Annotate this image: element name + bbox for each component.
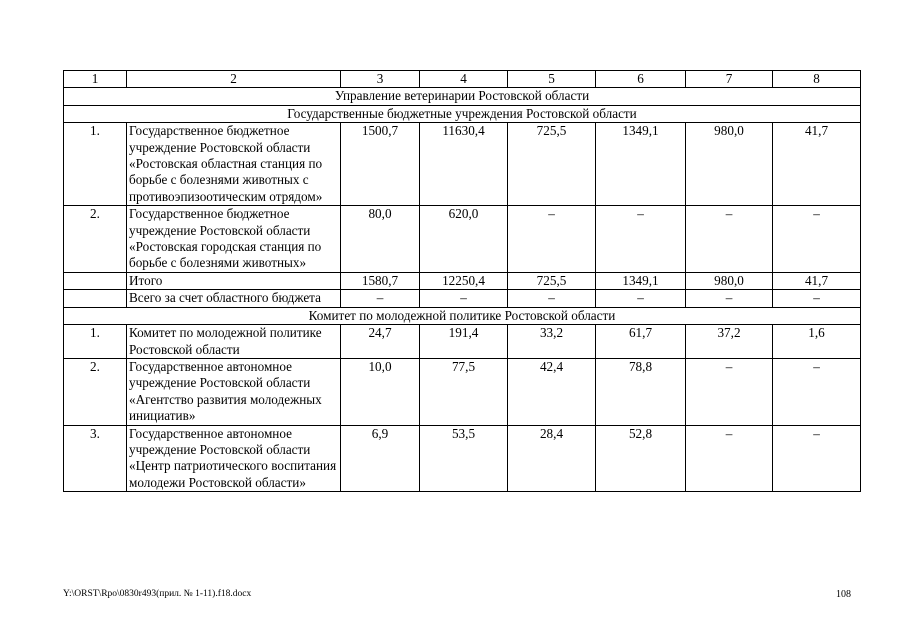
total-row	[64, 272, 861, 289]
regional-budget-label: Всего за счет областного бюджета	[127, 290, 341, 307]
value-cell: –	[773, 206, 861, 273]
regional-budget-row	[64, 290, 861, 307]
table-row	[64, 425, 861, 492]
value-cell: –	[773, 358, 861, 425]
institution-name: Государственное бюджетное учреждение Ростовской области «Ростовская областная станция по борьбе с болезнями животных с противоэпизоотическим отрядом»	[127, 123, 341, 206]
value-cell: 78,8	[596, 358, 686, 425]
institution-name: Государственное бюджетное учреждение Ростовской области «Ростовская городская станция по борьбе с болезнями животных»	[127, 206, 341, 273]
row-number: 1.	[64, 123, 127, 206]
total-label: Итого	[127, 272, 341, 289]
column-number: 6	[596, 71, 686, 88]
value-cell: 6,9	[341, 425, 420, 492]
footer-file-path: Y:\ORST\Rpo\0830r493(прил. № 1-11).f18.docx	[63, 589, 252, 599]
value-cell: 52,8	[596, 425, 686, 492]
institution-name: Комитет по молодежной политике Ростовской области	[127, 325, 341, 359]
table-row	[64, 325, 861, 359]
value-cell: –	[596, 290, 686, 307]
value-cell: –	[508, 206, 596, 273]
column-number: 4	[420, 71, 508, 88]
value-cell: 725,5	[508, 123, 596, 206]
value-cell: 41,7	[773, 123, 861, 206]
department-title: Комитет по молодежной политике Ростовской области	[64, 307, 861, 324]
value-cell: 28,4	[508, 425, 596, 492]
column-number: 7	[686, 71, 773, 88]
column-number: 2	[127, 71, 341, 88]
value-cell: 1580,7	[341, 272, 420, 289]
value-cell: 1349,1	[596, 272, 686, 289]
department-title: Управление ветеринарии Ростовской области	[64, 88, 861, 105]
value-cell: –	[686, 425, 773, 492]
footer-page-number: 108	[836, 589, 851, 600]
row-number: 2.	[64, 206, 127, 273]
value-cell: 980,0	[686, 123, 773, 206]
row-number: 1.	[64, 325, 127, 359]
value-cell: 42,4	[508, 358, 596, 425]
value-cell: –	[773, 425, 861, 492]
value-cell: –	[686, 358, 773, 425]
value-cell: –	[508, 290, 596, 307]
value-cell: 12250,4	[420, 272, 508, 289]
section-header-row	[64, 307, 861, 324]
value-cell: 33,2	[508, 325, 596, 359]
value-cell: 980,0	[686, 272, 773, 289]
column-number: 5	[508, 71, 596, 88]
section-header-row	[64, 88, 861, 105]
value-cell: 620,0	[420, 206, 508, 273]
value-cell: 191,4	[420, 325, 508, 359]
column-number: 1	[64, 71, 127, 88]
value-cell: 725,5	[508, 272, 596, 289]
table-row	[64, 123, 861, 206]
value-cell: 77,5	[420, 358, 508, 425]
value-cell: 80,0	[341, 206, 420, 273]
column-number: 8	[773, 71, 861, 88]
department-subtitle: Государственные бюджетные учреждения Ростовской области	[64, 105, 861, 122]
value-cell: –	[420, 290, 508, 307]
institution-name: Государственное автономное учреждение Ростовской области «Центр патриотического воспитания молодежи Ростовской области»	[127, 425, 341, 492]
value-cell: 61,7	[596, 325, 686, 359]
value-cell: 10,0	[341, 358, 420, 425]
value-cell: –	[686, 206, 773, 273]
row-number: 2.	[64, 358, 127, 425]
row-number: 3.	[64, 425, 127, 492]
value-cell: 11630,4	[420, 123, 508, 206]
value-cell: 1349,1	[596, 123, 686, 206]
budget-table	[63, 70, 861, 492]
table-row	[64, 358, 861, 425]
column-number: 3	[341, 71, 420, 88]
value-cell: 41,7	[773, 272, 861, 289]
value-cell: 1500,7	[341, 123, 420, 206]
value-cell: –	[341, 290, 420, 307]
institution-name: Государственное автономное учреждение Ростовской области «Агентство развития молодежных инициатив»	[127, 358, 341, 425]
section-header-row	[64, 105, 861, 122]
value-cell: 53,5	[420, 425, 508, 492]
value-cell: –	[596, 206, 686, 273]
value-cell: –	[686, 290, 773, 307]
value-cell: 24,7	[341, 325, 420, 359]
column-number-row	[64, 71, 861, 88]
value-cell: 1,6	[773, 325, 861, 359]
value-cell: –	[773, 290, 861, 307]
value-cell: 37,2	[686, 325, 773, 359]
table-row	[64, 206, 861, 273]
